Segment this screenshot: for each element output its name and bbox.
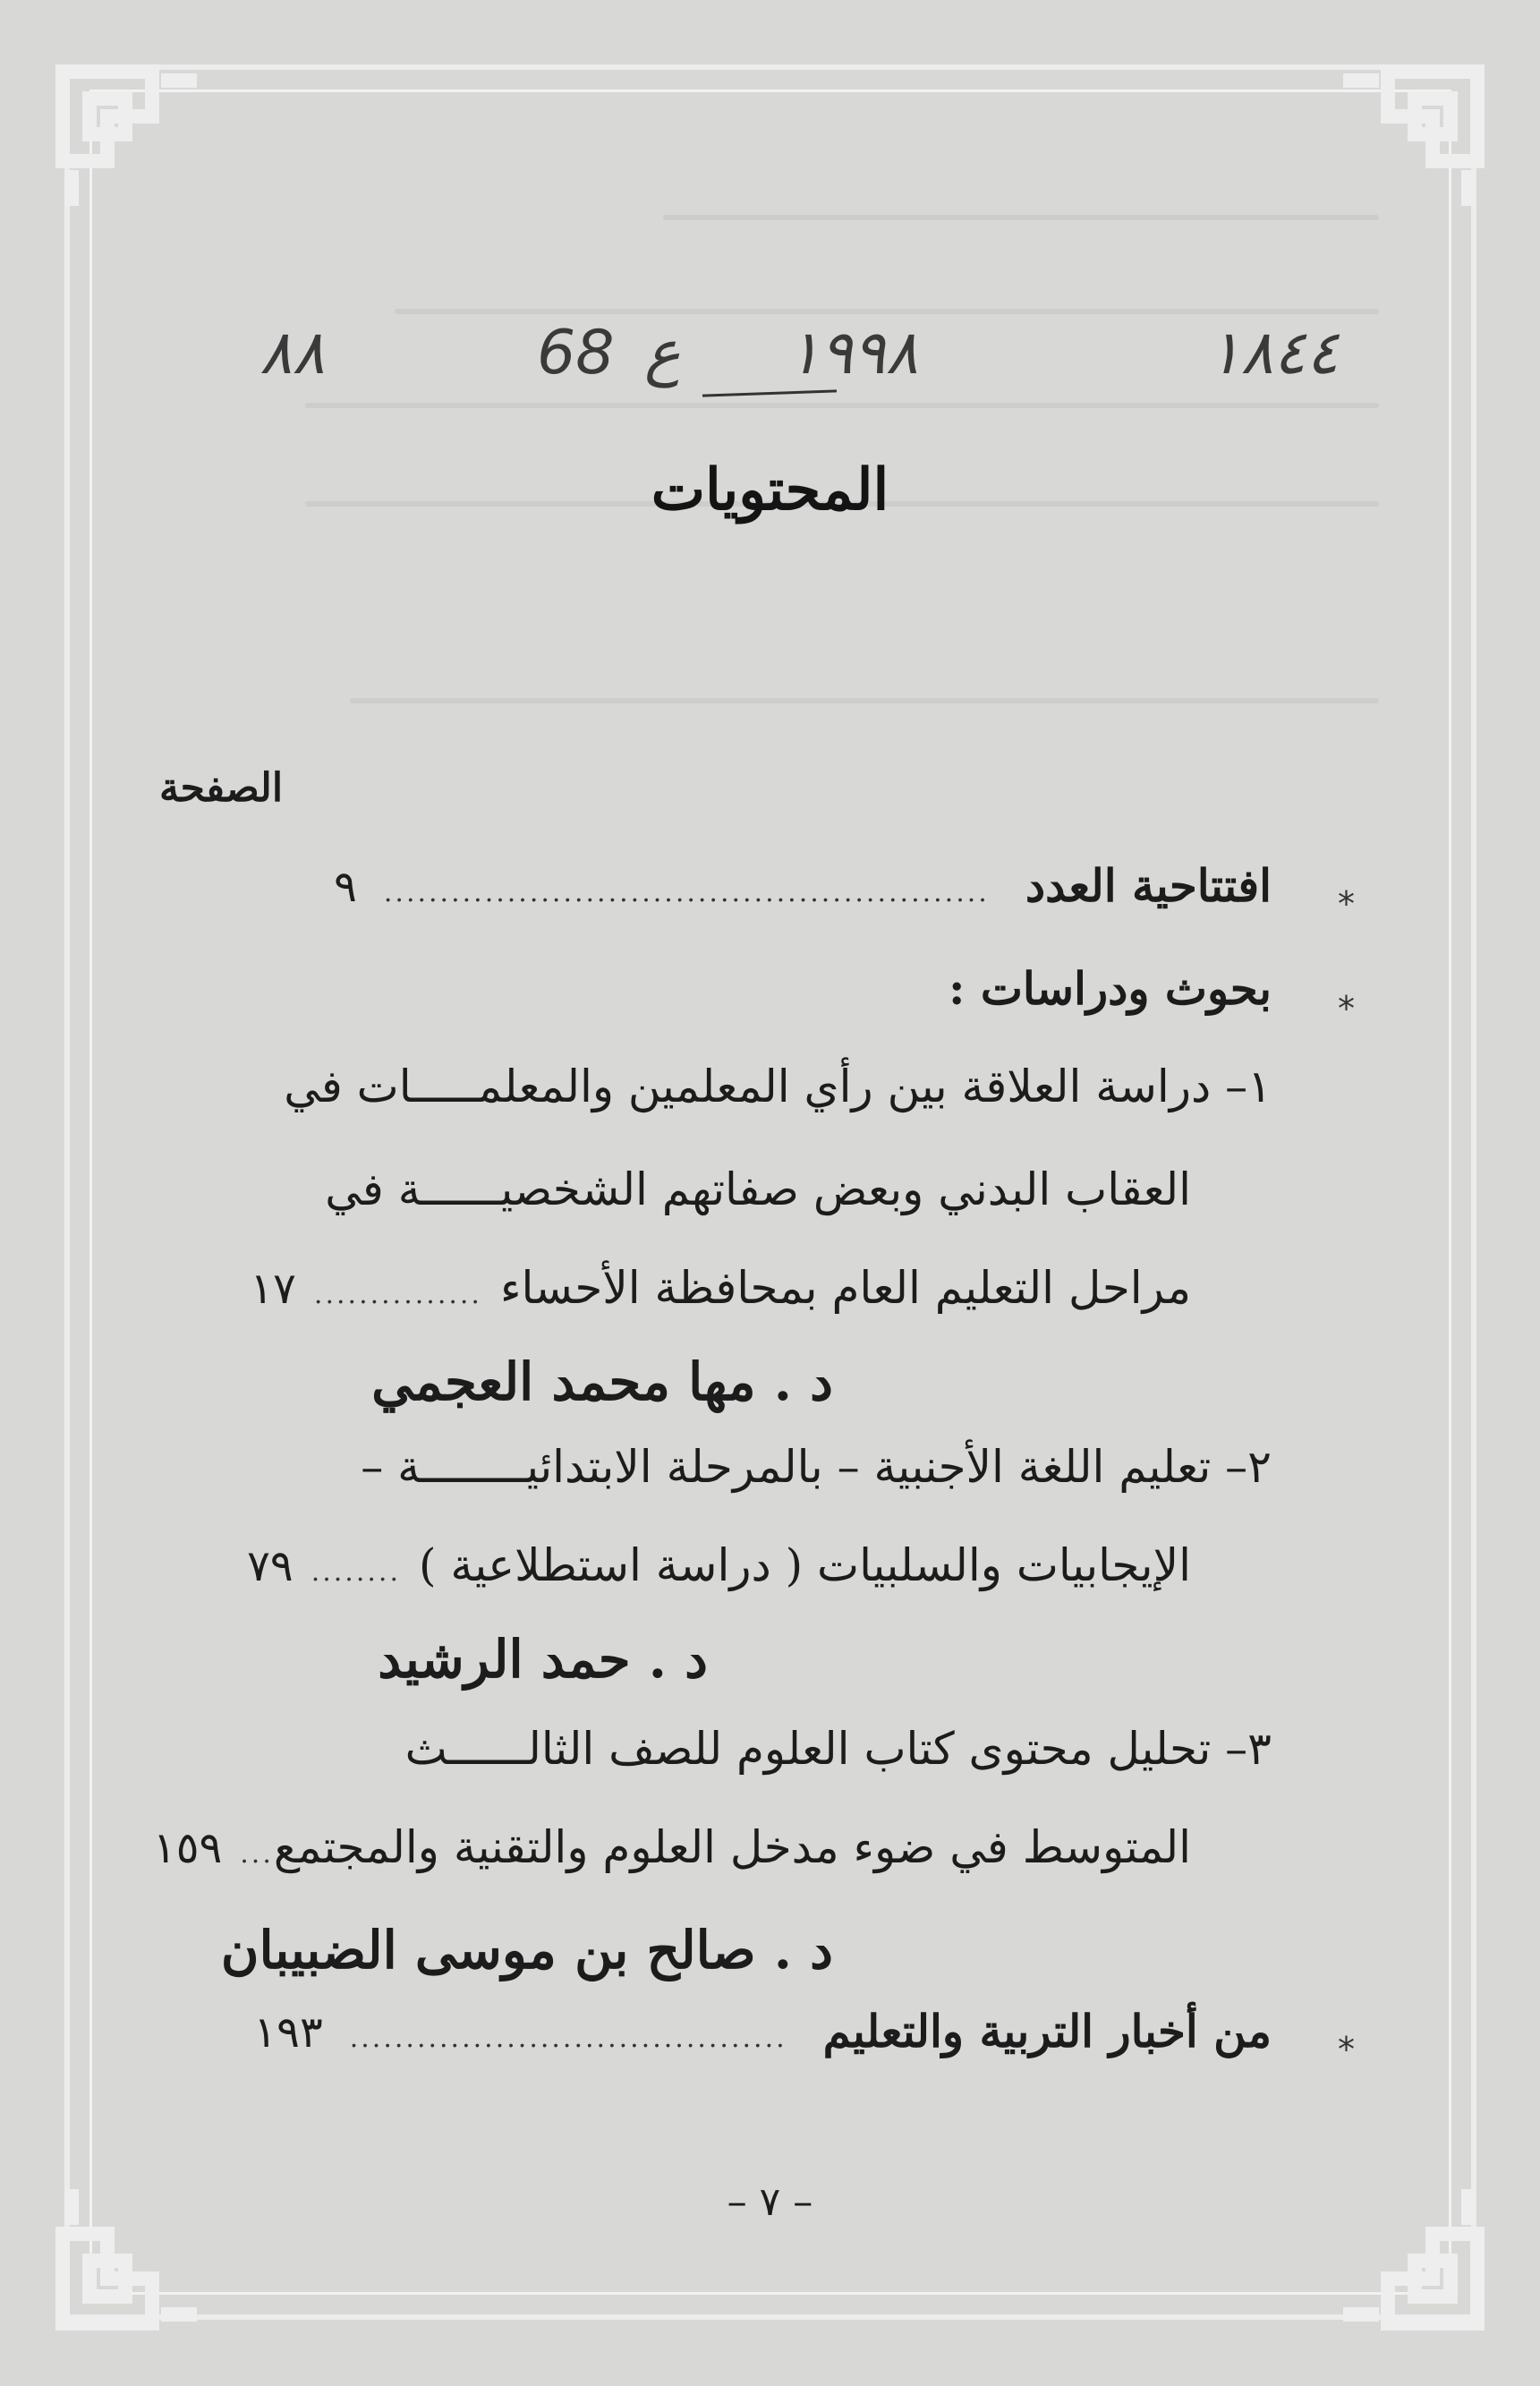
toc-entry-article-2-line2 bbox=[247, 1539, 1191, 1591]
article-title-line: ٣– تحليل محتوى كتاب العلوم للصف الثالــــــث bbox=[404, 1723, 1272, 1775]
toc-entry-news[interactable] bbox=[253, 2005, 1272, 2058]
leader-dots: ....................................... bbox=[349, 2023, 787, 2054]
corner-ornament-icon bbox=[1334, 63, 1486, 215]
page-number: ٧٩ bbox=[247, 1541, 294, 1591]
handwritten-year: ١٩٩٨ bbox=[787, 318, 919, 388]
handwritten-accession: ١٨٤٤ bbox=[1208, 318, 1340, 388]
article-title-line: ١– دراسة العلاقة بين رأي المعلمين والمعلمـــــات في bbox=[284, 1061, 1272, 1112]
toc-entry-article-1[interactable] bbox=[284, 1061, 1272, 1112]
asterisk-bullet-icon: * bbox=[1338, 2030, 1355, 2069]
article-title-line: مراحل التعليم العام بمحافظة الأحساء bbox=[499, 1262, 1191, 1314]
toc-entry-title: من أخبار التربية والتعليم bbox=[822, 2005, 1272, 2058]
page-number: ١٧ bbox=[250, 1264, 296, 1314]
toc-entry-article-3[interactable] bbox=[405, 1723, 1272, 1775]
bleed-through-line bbox=[350, 698, 1379, 703]
toc-entry-article-1-line3 bbox=[250, 1262, 1191, 1314]
page-number: ٩ bbox=[334, 862, 357, 912]
handwritten-code: ٨٨ bbox=[260, 318, 326, 388]
toc-entry-article-3-line2 bbox=[153, 1821, 1191, 1873]
article-author: د . حمد الرشيد bbox=[378, 1629, 708, 1690]
article-title-line: العقاب البدني وبعض صفاتهم الشخصيــــــة في bbox=[325, 1163, 1191, 1215]
article-author: د . صالح بن موسى الضبيبان bbox=[220, 1920, 833, 1981]
page-column-label: الصفحة bbox=[159, 765, 284, 811]
leader-dots: ........ bbox=[311, 1556, 401, 1588]
asterisk-bullet-icon: * bbox=[1338, 884, 1355, 924]
bleed-through-line bbox=[663, 215, 1379, 220]
bleed-through-line bbox=[395, 309, 1379, 314]
article-author: د . مها محمد العجمي bbox=[371, 1351, 833, 1412]
handwritten-volume: 68 bbox=[537, 318, 615, 388]
toc-entry-title: افتتاحية العدد bbox=[1025, 859, 1272, 912]
page-footer-number: – ٧ – bbox=[727, 2179, 813, 2225]
page-number: ١٥٩ bbox=[152, 1823, 223, 1873]
page-number: ١٩٣ bbox=[253, 2007, 323, 2058]
section-heading-research: بحوث ودراسات : bbox=[948, 962, 1272, 1015]
bleed-through-line bbox=[305, 403, 1379, 408]
toc-entry-article-1-line2 bbox=[325, 1163, 1191, 1215]
handwritten-issue: ع bbox=[644, 318, 681, 388]
leader-dots: ............... bbox=[313, 1279, 482, 1310]
article-title-line: الإيجابيات والسلبيات ( دراسة استطلاعية ) bbox=[419, 1539, 1191, 1591]
asterisk-bullet-icon: * bbox=[1338, 989, 1355, 1028]
corner-ornament-icon bbox=[54, 63, 206, 215]
article-title-line: ٢– تعليم اللغة الأجنبية – بالمرحلة الابتدائيــــــــة – bbox=[361, 1441, 1272, 1493]
page-title: المحتويات bbox=[651, 456, 889, 524]
leader-dots: ... bbox=[240, 1838, 274, 1870]
leader-dots: ...................................................... bbox=[383, 877, 990, 908]
toc-entry-article-2[interactable] bbox=[361, 1441, 1272, 1493]
toc-entry-editorial[interactable] bbox=[334, 859, 1272, 912]
article-title-line: المتوسط في ضوء مدخل العلوم والتقنية والمجتمع bbox=[273, 1821, 1191, 1873]
